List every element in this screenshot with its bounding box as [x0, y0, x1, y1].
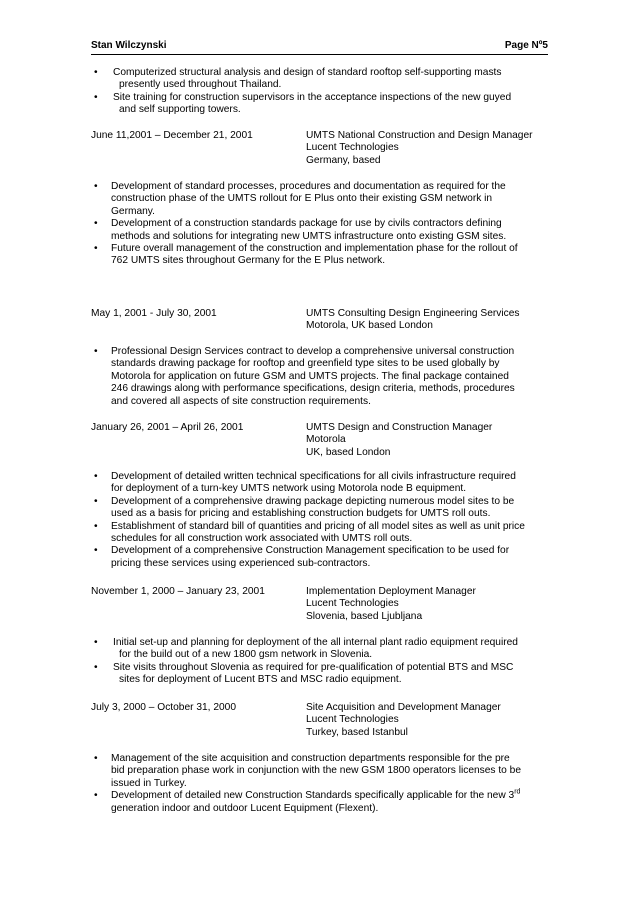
job-company: Motorola, UK based London: [306, 320, 433, 332]
list-item: • Establishment of standard bill of quantities and pricing of all model sites as well as unit price schedules for all construction work associated with UMTS roll outs.: [91, 521, 551, 546]
job-title: Site Acquisition and Development Manager: [306, 702, 501, 713]
job-bullet-list: [91, 753, 551, 815]
job-details: [306, 702, 501, 739]
list-item: • Site visits throughout Slovenia as required for pre-qualification of potential BTS and MSC sites for deployment of Lucent BTS and MSC radio equipment.: [91, 662, 551, 687]
author-name: Stan Wilczynski: [91, 40, 167, 51]
job-title: UMTS Consulting Design Engineering Services: [306, 308, 520, 319]
job-details: [306, 308, 519, 333]
job-dates: January 26, 2001 – April 26, 2001: [91, 422, 244, 433]
job-details: [306, 130, 533, 167]
job-details: [306, 422, 492, 459]
job-title: UMTS Design and Construction Manager: [306, 422, 493, 433]
job-dates: May 1, 2001 - July 30, 2001: [91, 308, 217, 319]
job-title: UMTS National Construction and Design Manager: [306, 130, 533, 141]
job-bullet-list: [91, 637, 551, 687]
list-item: • Development of standard processes, procedures and documentation as required for the construction phase of the UMTS rollout for E Plus onto their existing GSM network in Germany.: [91, 181, 551, 218]
superscript: rd: [514, 788, 521, 796]
job-bullet-list: [91, 346, 551, 408]
page-number: Page Nº5: [504, 40, 548, 51]
top-bullet-list: [91, 67, 551, 117]
job-location: Slovenia, based Ljubljana: [306, 610, 423, 622]
list-item: • Development of a comprehensive Construction Management specification to be used for pricing these services using experienced sub-contractors.: [91, 545, 551, 570]
page-header: [91, 40, 548, 55]
job-company: Lucent Technologies: [306, 142, 399, 154]
job-title: Implementation Deployment Manager: [306, 586, 476, 597]
list-item: • Site training for construction supervisors in the acceptance inspections of the new guyed and self supporting towers.: [91, 92, 551, 117]
list-item: • Initial set-up and planning for deployment of the all internal plant radio equipment required for the build out of a new 1800 gsm network in Slovenia.: [91, 637, 551, 662]
job-details: [306, 586, 476, 623]
job-location: UK, based London: [306, 446, 391, 458]
list-item: • Management of the site acquisition and construction departments responsible for the pre bid preparation phase work in conjunction with the new GSM 1800 operators licenses to be issued in Turkey.: [91, 753, 551, 790]
list-item: • Development of detailed new Construction Standards specifically applicable for the new 3rd generation indoor and outdoor Lucent Equipment (Flexent).: [91, 790, 551, 815]
job-company: Motorola: [306, 434, 346, 446]
list-item: • Computerized structural analysis and design of standard rooftop self-supporting masts presently used throughout Thailand.: [91, 67, 551, 92]
job-location: Turkey, based Istanbul: [306, 726, 408, 738]
job-location: Germany, based: [306, 154, 381, 166]
job-dates: July 3, 2000 – October 31, 2000: [91, 702, 236, 713]
job-company: Lucent Technologies: [306, 598, 399, 610]
job-dates: June 11,2001 – December 21, 2001: [91, 130, 253, 141]
job-dates: November 1, 2000 – January 23, 2001: [91, 586, 265, 597]
list-item: • Professional Design Services contract to develop a comprehensive universal construction standards drawing package for rooftop and greenfield type sites to be used globally by Motorola for application on future GSM and UMTS projects. The final package contained 246 drawings along with performance specifications, design criteria, methods, procedures and covered all aspects of site construction requirements.: [91, 346, 551, 408]
job-bullet-list: [91, 471, 551, 570]
job-company: Lucent Technologies: [306, 714, 399, 726]
job-bullet-list: [91, 181, 551, 268]
list-item: • Development of detailed written technical specifications for all civils infrastructure required for deployment of a turn-key UMTS network using Motorola node B equipment.: [91, 471, 551, 496]
list-item: • Future overall management of the construction and implementation phase for the rollout of 762 UMTS sites throughout Germany for the E Plus network.: [91, 243, 551, 268]
list-item: • Development of a construction standards package for use by civils contractors defining methods and solutions for integrating new UMTS infrastructure onto existing GSM sites.: [91, 218, 551, 243]
list-item: • Development of a comprehensive drawing package depicting numerous model sites to be used as a basis for pricing and establishing construction budgets for UMTS roll outs.: [91, 496, 551, 521]
